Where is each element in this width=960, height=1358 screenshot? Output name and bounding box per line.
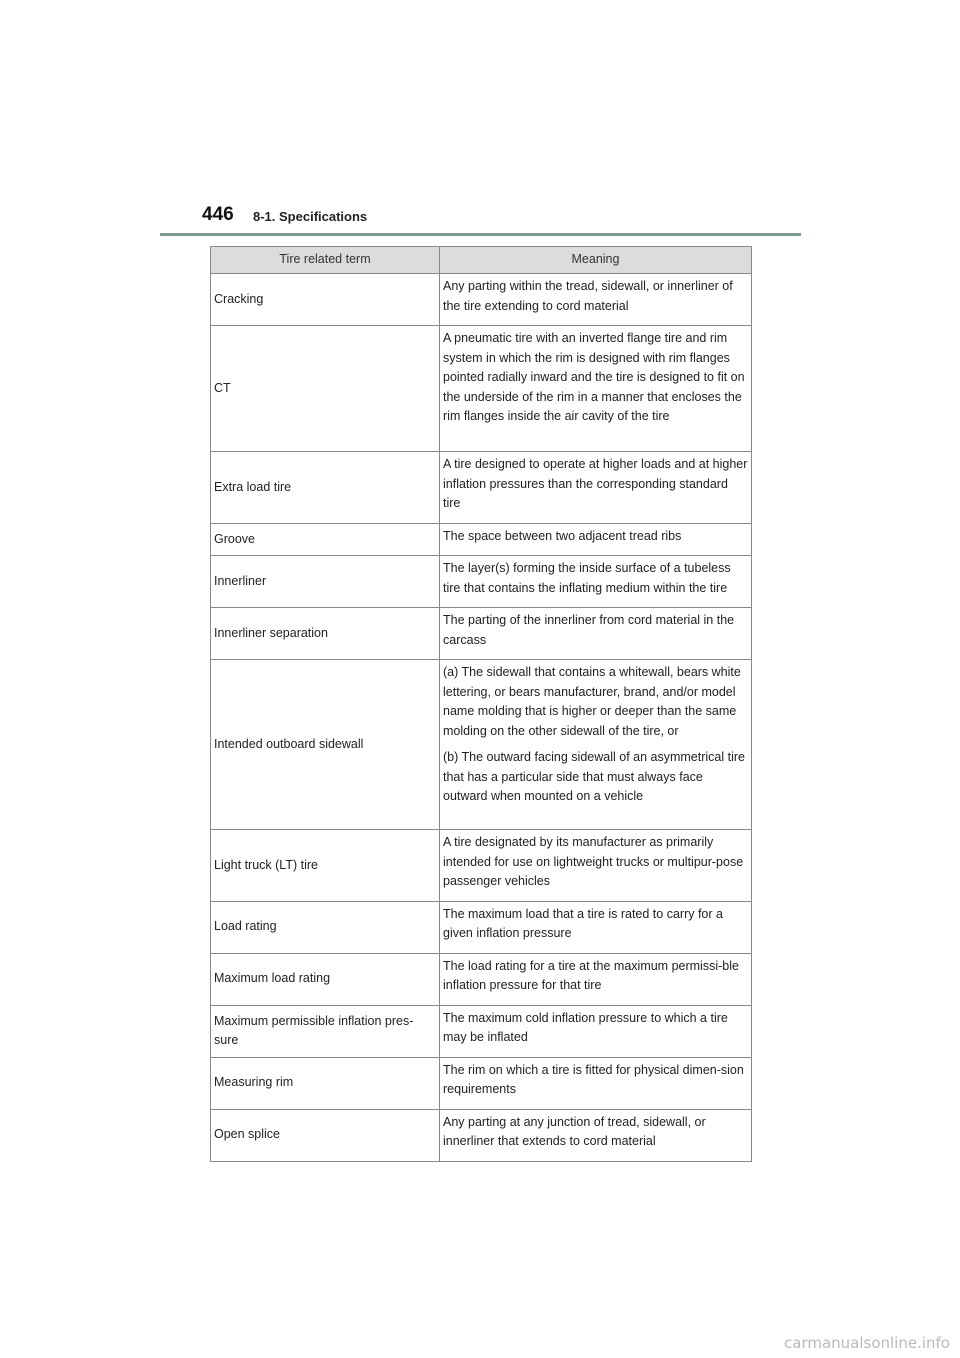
meaning-text: The layer(s) forming the inside surface of a tubeless tire that contains the inflating medium within the tire [443,561,731,595]
term-cell: CT [211,326,440,452]
meaning-cell [440,830,752,902]
meaning-cell [440,1005,752,1057]
table-row [211,830,752,902]
section-title: 8-1. Specifications [253,209,368,224]
meaning-text: A tire designated by its manufacturer as primarily intended for use on lightweight trucks or multipur-pose passenger vehicles [443,835,744,888]
meaning-text: The space between two adjacent tread ribs [443,528,682,543]
meaning-text: Any parting at any junction of tread, sidewall, or innerliner that extends to cord material [443,1114,706,1148]
meaning-text: Any parting within the tread, sidewall, or innerliner of the tire extending to cord material [443,279,733,313]
table-row [211,452,752,524]
meaning-cell [440,326,752,452]
term-cell: Intended outboard sidewall [211,660,440,830]
meaning-cell [440,608,752,660]
table-row [211,901,752,953]
meaning-text: A tire designed to operate at higher loads and at higher inflation pressures than the corresponding standard tire [443,457,748,510]
meaning-text: (b) The outward facing sidewall of an asymmetrical tire that has a particular side that must always face outward when mounted on a vehicle [443,750,745,803]
term-cell: Light truck (LT) tire [211,830,440,902]
meaning-cell [440,1057,752,1109]
meaning-text: The maximum cold inflation pressure to which a tire may be inflated [443,1010,728,1044]
meaning-text: The parting of the innerliner from cord material in the carcass [443,613,735,647]
meaning-cell [440,901,752,953]
column-header-term: Tire related term [211,247,440,274]
term-cell: Load rating [211,901,440,953]
meaning-text: The maximum load that a tire is rated to carry for a given inflation pressure [443,906,723,940]
meaning-text: (a) The sidewall that contains a whitewall, bears white lettering, or bears manufacturer, brand, and/or model name molding that is higher or deeper than the same molding on the other sidewall of the tire, or [443,665,741,738]
table-row [211,660,752,830]
column-header-meaning: Meaning [440,247,752,274]
meaning-cell [440,953,752,1005]
table-row [211,953,752,1005]
tire-terms-table [210,246,752,1162]
meaning-text: The rim on which a tire is fitted for physical dimen-sion requirements [443,1062,744,1096]
meaning-cell [440,660,752,830]
table-row [211,556,752,608]
term-cell: Extra load tire [211,452,440,524]
meaning-cell [440,452,752,524]
page-header [160,204,801,236]
site-watermark: carmanualsonline.info [784,1334,950,1352]
term-cell: Groove [211,523,440,556]
table-row [211,326,752,452]
table-row [211,274,752,326]
page-number: 446 [202,204,234,225]
term-cell: Cracking [211,274,440,326]
term-cell: Maximum permissible inflation pres-sure [211,1005,440,1057]
term-cell: Measuring rim [211,1057,440,1109]
meaning-cell [440,1109,752,1161]
table-header-row [211,247,752,274]
term-cell: Maximum load rating [211,953,440,1005]
table-row [211,1057,752,1109]
meaning-cell [440,523,752,556]
meaning-cell [440,274,752,326]
meaning-cell [440,556,752,608]
term-cell: Innerliner separation [211,608,440,660]
table-row [211,523,752,556]
table-row [211,1005,752,1057]
meaning-text: A pneumatic tire with an inverted flange tire and rim system in which the rim is designed with rim flanges pointed radially inward and the tire is designed to fit on the underside of the rim in a manner that encloses the rim flanges inside the air cavity of the tire [443,331,745,423]
table-row [211,608,752,660]
meaning-text: The load rating for a tire at the maximum permissi-ble inflation pressure for that tire [443,958,739,992]
term-cell: Innerliner [211,556,440,608]
term-cell: Open splice [211,1109,440,1161]
table-row [211,1109,752,1161]
